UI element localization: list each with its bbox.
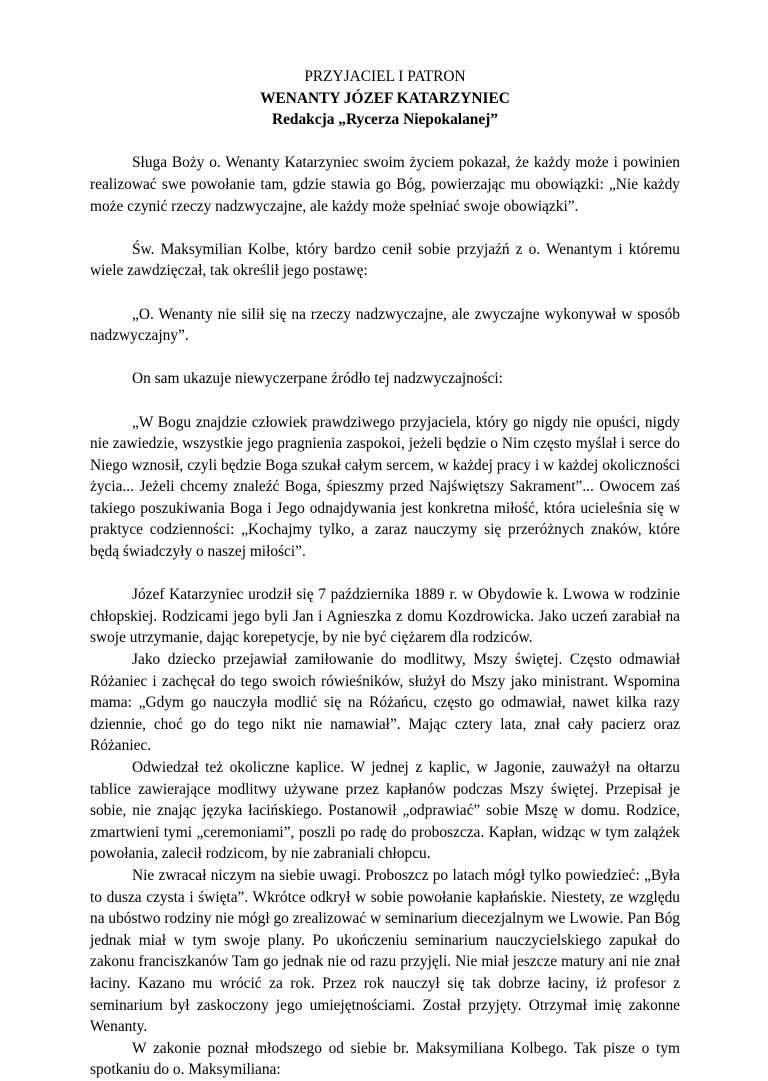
paragraph: Nie zwracał niczym na siebie uwagi. Proboszcz po latach mógł tylko powiedzieć: „Była to dusza czysta i święta”. Wkrótce odkrył w sobie powołanie kapłańskie. Niestety, ze względu na ubóstwo rodziny nie mógł go zrealizować w seminarium diecezjalnym we Lwowie. Pan Bóg jednak miał w tym swoje plany. Po ukończeniu seminarium nauczycielskiego zapukał do zakonu franciszkanów Tam go jednak nie od razu przyjęli. Nie miał jeszcze matury ani nie znał łaciny. Kazano mu wrócić za rok. Przez rok nauczył się tak dobrze łaciny, iż profesor z seminarium był zaskoczony jego umiejętnościami. Został przyjęty. Otrzymał imię zakonne Wenanty. bbox=[90, 866, 680, 1036]
paragraph: Św. Maksymilian Kolbe, który bardzo cenił sobie przyjaźń z o. Wenantym i któremu wiele zawdzięczał, tak określił jego postawę: bbox=[90, 240, 680, 280]
paragraph: Odwiedzał też okoliczne kaplice. W jednej z kaplic, w Jagonie, zauważył na ołtarzu tablice zawierające modlitwy używane przez kapłanów podczas Mszy świętej. Przepisał je sobie, nie znając języka łacińskiego. Postanowił „odprawiać” sobie Mszę w domu. Rodzice, zmartwieni tymi „ceremoniami”, poszli po radę do proboszcza. Kapłan, widząc w tym zalążek powołania, zalecił rodzicom, by nie zabraniali chłopcu. bbox=[90, 759, 680, 863]
quote-paragraph: „O. Wenanty nie silił się na rzeczy nadzwyczajne, ale zwyczajne wykonywał w sposób nadzwyczajny”. bbox=[90, 305, 680, 345]
paragraph: Jako dziecko przejawiał zamiłowanie do modlitwy, Mszy świętej. Często odmawiał Różaniec i zachęcał do tego swoich rówieśników, służył do Mszy jako ministrant. Wspomina mama: „Gdym go nauczyła modlić się na Różańcu, często go odmawiał, nawet kilka razy dziennie, choć go do tego nikt nie namawiał”. Mając cztery lata, znał cały pacierz oraz Różaniec. bbox=[90, 651, 680, 755]
paragraph: Sługa Boży o. Wenanty Katarzyniec swoim życiem pokazał, że każdy może i powinien realizować swe powołanie tam, gdzie stawia go Bóg, powierzając mu obowiązki: „Nie każdy może czynić rzeczy nadzwyczajne, ale każdy może spełniać swoje obowiązki”. bbox=[90, 154, 680, 215]
document-title: PRZYJACIEL I PATRON bbox=[304, 68, 466, 85]
paragraph: W zakonie poznał młodszego od siebie br. Maksymiliana Kolbego. Tak pisze o tym spotkaniu do o. Maksymiliana: bbox=[90, 1039, 680, 1079]
document-author: Redakcja „Rycerza Niepokalanej” bbox=[271, 111, 498, 129]
document-page bbox=[90, 66, 680, 1081]
document-subject: WENANTY JÓZEF KATARZYNIEC bbox=[260, 89, 510, 107]
paragraph: On sam ukazuje niewyczerpane źródło tej nadzwyczajności: bbox=[132, 370, 503, 388]
quote-paragraph: „W Bogu znajdzie człowiek prawdziwego przyjaciela, który go nigdy nie opuści, nigdy nie zawiedzie, wszystkie jego pragnienia zaspokoi, jeżeli będzie o Nim często myślał i serce do Niego wznosił, czyli będzie Boga szukał całym sercem, w każdej pracy i w każdej okoliczności życia... Jeżeli chcemy znaleźć Boga, śpieszmy przed Najświętszy Sakrament”... Owocem zaś takiego poszukiwania Boga i Jego odnajdywania jest konkretna miłość, która ucieleśnia się w praktyce codzienności: „Kochajmy tylko, a zaraz nauczymy się przeróżnych znaków, które będą świadczyły o naszej miłości”. bbox=[90, 413, 680, 561]
paragraph: Józef Katarzyniec urodził się 7 października 1889 r. w Obydowie k. Lwowa w rodzinie chłopskiej. Rodzicami jego byli Jan i Agnieszka z domu Kozdrowicka. Jako uczeń zarabiał na swoje utrzymanie, dając korepetycje, by nie być ciężarem dla rodziców. bbox=[90, 586, 680, 647]
